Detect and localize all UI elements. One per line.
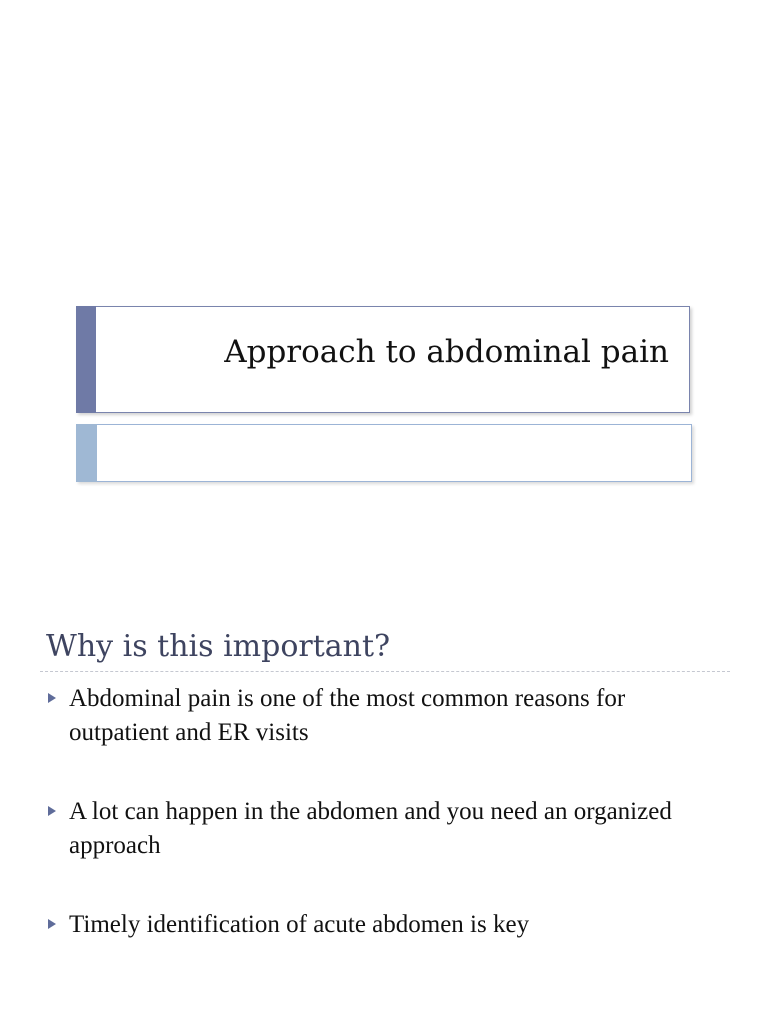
bullet-text: Abdominal pain is one of the most common reasons for outpatient and ER visits [69,685,626,746]
bullet-list [46,682,706,987]
content-slide [0,575,768,1024]
triangle-bullet-icon [48,806,56,816]
heading-divider [40,671,730,672]
title-box [76,306,690,413]
bullet-text: Timely identification of acute abdomen is key [69,911,530,938]
slide-heading: Why is this important? [46,629,391,664]
bullet-text: A lot can happen in the abdomen and you need an organized approach [69,798,672,859]
list-item [46,682,706,750]
title-accent-bar [76,306,96,413]
triangle-bullet-icon [48,919,56,929]
subtitle-box [76,424,692,482]
slide-title: Approach to abdominal pain [224,334,669,370]
triangle-bullet-icon [48,693,56,703]
list-item [46,908,706,942]
subtitle-accent-bar [76,424,97,482]
list-item [46,795,706,863]
